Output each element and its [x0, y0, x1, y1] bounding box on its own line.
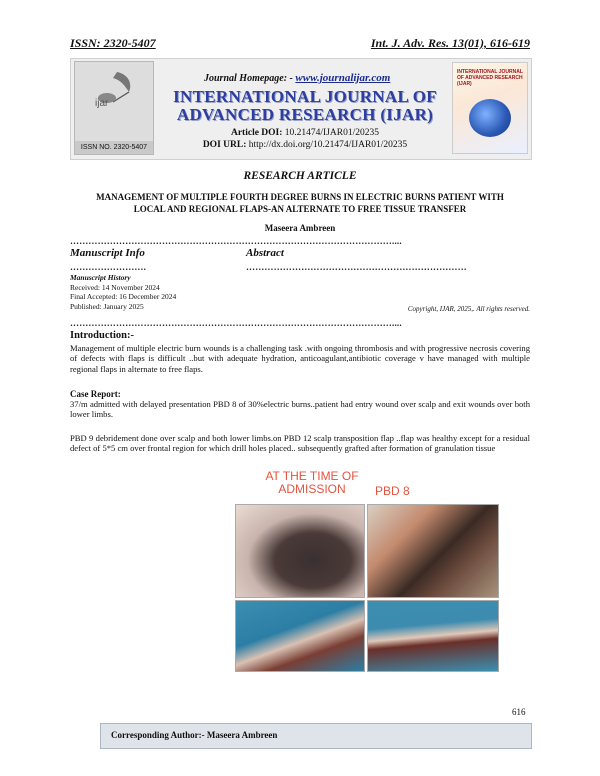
separator-dots-right: ………………………………………………………………: [246, 262, 467, 272]
article-doi-label: Article DOI:: [230, 128, 283, 138]
figure-caption-pbd: PBD 8: [375, 484, 410, 498]
clinical-photo-figure: [235, 470, 500, 670]
copyright-notice: Copyright, IJAR, 2025,. All rights reserved.: [407, 305, 530, 313]
article-doi-value: 10.21474/IJAR01/20235: [284, 128, 380, 138]
case-report-paragraph-1: 37/m admitted with delayed presentation PBD 8 of 30%electric burns..patient had entry wound over scalp and exit wounds over both lower limbs.: [70, 399, 530, 420]
corresponding-author-box: [100, 723, 532, 749]
lower-limb-photo-left: [235, 600, 365, 672]
leg-burn-photo: [367, 504, 499, 598]
scalp-burn-photo: [235, 504, 365, 598]
doi-url: [160, 140, 450, 150]
accepted-date: Final Accepted: 16 December 2024: [70, 292, 177, 301]
author-name: Maseera Ambreen: [264, 223, 336, 233]
figure-caption-admission: AT THE TIME OF ADMISSION: [265, 469, 359, 496]
paper-title: [70, 191, 530, 215]
issn-header: ISSN: 2320-5407: [70, 36, 156, 50]
manuscript-info-heading: Manuscript Info: [70, 247, 145, 259]
introduction-heading: Introduction:-: [70, 330, 134, 341]
homepage-label: Journal Homepage: -: [204, 73, 293, 84]
abstract-heading: Abstract: [246, 247, 284, 259]
cover-title: INTERNATIONAL JOURNAL OF ADVANCED RESEARCH (IJAR): [457, 69, 523, 87]
paper-title-line1: MANAGEMENT OF MULTIPLE FOURTH DEGREE BURNS IN ELECTRIC BURNS PATIENT WITH: [96, 192, 504, 202]
lower-limb-photo-right: [367, 600, 499, 672]
journal-reference-header: Int. J. Adv. Res. 13(01), 616-619: [370, 36, 530, 50]
case-report-heading: Case Report:: [70, 389, 121, 399]
published-date: Published: January 2025: [70, 301, 144, 311]
cover-globe-image: [469, 99, 511, 137]
history-label: Manuscript History: [70, 273, 131, 282]
journal-title: [160, 88, 450, 124]
journal-title-line2: ADVANCED RESEARCH (IJAR): [176, 105, 434, 124]
case-report-paragraph-2: PBD 9 debridement done over scalp and both lower limbs.on PBD 12 scalp transposition flap ..flap was healthy except for a residual defect of 5*5 cm over frontal region for which drill holes placed.. subsequently grafted after formation of granulation tissue: [70, 433, 530, 454]
doi-url-label: DOI URL:: [202, 140, 247, 150]
separator-dots-left: …………………….: [70, 262, 147, 272]
received-date: Received: 14 November 2024: [70, 282, 160, 292]
manuscript-history: [70, 273, 176, 311]
doi-url-link[interactable]: http://dx.doi.org/10.21474/IJAR01/20235: [248, 140, 408, 150]
page-number: 616: [512, 707, 526, 717]
article-doi: [160, 128, 450, 138]
journal-homepage: [204, 72, 390, 84]
logo-text: ijar: [95, 98, 109, 109]
separator-dots-top: ……………………………………………………………………………………………....: [70, 236, 402, 246]
logo-issn: ISSN NO. 2320-5407: [75, 141, 153, 154]
journal-cover-thumbnail: [452, 62, 528, 154]
introduction-text: Management of multiple electric burn wounds is a challenging task .with ongoing thrombosis and with progressive necrosis covering of defects with flaps is difficult ..but with adequate hydration, anticoagulant,antibiotic coverage v have managed with multiple regional flaps in alternate to free flaps.: [70, 343, 530, 374]
article-type: RESEARCH ARTICLE: [243, 170, 357, 182]
corresponding-author: Corresponding Author:- Maseera Ambreen: [111, 730, 278, 740]
homepage-link[interactable]: www.journalijar.com: [295, 72, 391, 84]
paper-title-line2: LOCAL AND REGIONAL FLAPS-AN ALTERNATE TO FREE TISSUE TRANSFER: [133, 204, 467, 214]
separator-dots-bottom: ……………………………………………………………………………………………....: [70, 318, 402, 328]
journal-title-line1: INTERNATIONAL JOURNAL OF: [173, 87, 437, 106]
ijar-logo: [74, 61, 154, 155]
